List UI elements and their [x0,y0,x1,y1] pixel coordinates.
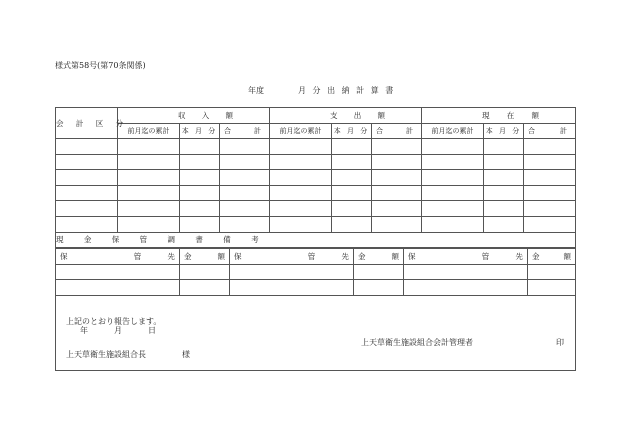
storage-place-header: 保 管 先 [404,249,528,265]
report-footer [55,295,576,371]
expense-this-month: 本 月 分 [332,124,372,139]
table-row [56,154,576,170]
income-this-month: 本 月 分 [180,124,220,139]
expense-header: 支 出 額 [270,108,422,124]
table-row [56,280,576,296]
income-prev-total: 前月迄の累計 [118,124,180,139]
income-header: 収 入 額 [118,108,270,124]
balance-prev-total: 前月迄の累計 [422,124,484,139]
table-row [56,185,576,201]
cash-custody-remarks-label: 現 金 保 管 調 書 備 考 [56,232,576,247]
expense-prev-total: 前月迄の累計 [270,124,332,139]
storage-amount-header: 金 額 [528,249,576,265]
report-date: 年 月 日 [80,326,156,335]
storage-table [55,248,576,296]
storage-place-header: 保 管 先 [230,249,354,265]
table-row [56,264,576,280]
title-main: 月 分 出 納 計 算 書 [298,86,396,95]
storage-amount-header: 金 額 [354,249,404,265]
category-header: 会 計 区 分 [56,108,118,139]
storage-header-row [56,249,576,265]
report-message: 上記のとおり報告します。 [66,317,162,326]
table-row [56,139,576,155]
accounting-manager: 上天草衛生施設組合会計管理者 [361,338,473,347]
title-year: 年度 [248,86,264,95]
table-row [56,201,576,217]
ledger-table [55,107,576,248]
balance-total: 合 計 [524,124,576,139]
storage-place-header: 保 管 先 [56,249,180,265]
balance-header: 現 在 額 [422,108,576,124]
form-number: 様式第58号(第70条関係) [55,61,146,70]
union-chairman: 上天草衛生施設組合長 [66,350,146,359]
storage-amount-header: 金 額 [180,249,230,265]
honorific: 様 [182,350,190,359]
table-row [56,216,576,232]
seal-mark: 印 [556,338,564,347]
income-total: 合 計 [220,124,270,139]
balance-this-month: 本 月 分 [484,124,524,139]
table-row [56,170,576,186]
expense-total: 合 計 [372,124,422,139]
